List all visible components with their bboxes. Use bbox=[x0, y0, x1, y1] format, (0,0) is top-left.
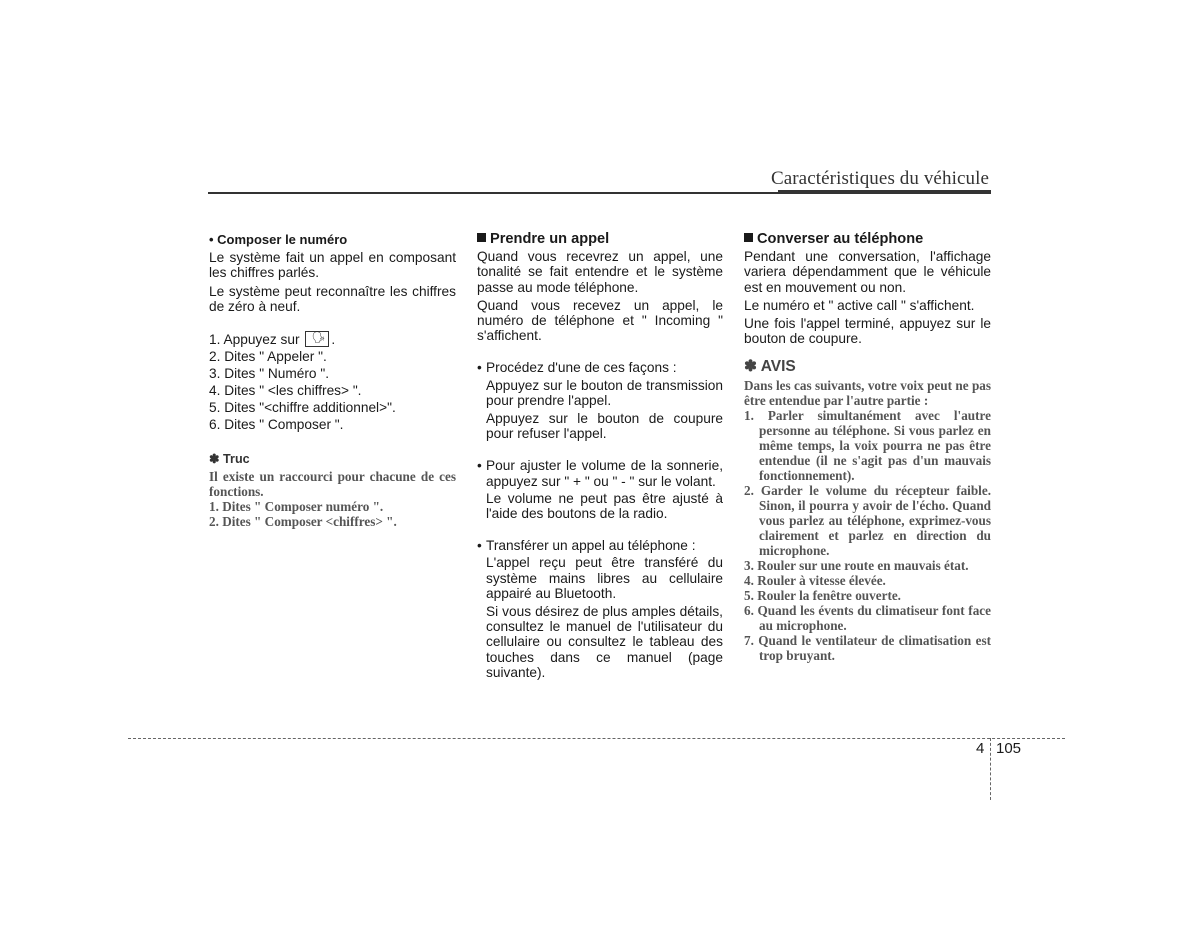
paragraph: Pendant une conversation, l'affichage variera dépendamment que le véhicule est en mouvement ou non. bbox=[744, 249, 991, 295]
paragraph: Si vous désirez de plus amples détails, consultez le manuel de l'utilisateur du cellulaire ou consultez le tableau des touches dans ce manuel (page suivante). bbox=[486, 604, 723, 680]
step-item: 4. Dites " <les chiffres> ". bbox=[209, 383, 362, 399]
section-heading-compose: • Composer le numéro bbox=[209, 232, 348, 247]
paragraph: Quand vous recevez un appel, le numéro de téléphone et " Incoming " s'affichent. bbox=[477, 297, 723, 344]
page-number: 105 bbox=[996, 740, 1022, 757]
square-bullet-icon bbox=[744, 233, 753, 242]
section-heading-answer-call: Prendre un appel bbox=[477, 232, 723, 247]
chapter-number: 4 bbox=[976, 740, 985, 757]
notice-item: 2. Garder le volume du récepteur faible. Sinon, il pourra y avoir de l'écho. Quand vous parlez au téléphone, exprimez-vous clairement et parlez en direction du microphone. bbox=[744, 482, 991, 558]
notice-intro: Dans les cas suivants, votre voix peut ne pas être entendue par l'autre partie : bbox=[744, 377, 991, 408]
step-item: 1. Appuyez sur 🗣 . bbox=[209, 332, 336, 348]
tip-item: 2. Dites " Composer <chiffres> ". bbox=[209, 514, 397, 530]
paragraph: Le système fait un appel en composant les chiffres parlés. bbox=[209, 250, 456, 281]
paragraph: Appuyez sur le bouton de coupure pour refuser l'appel. bbox=[486, 411, 723, 442]
steps-list bbox=[209, 331, 456, 432]
notice-item: 6. Quand les évents du climatiseur font face au microphone. bbox=[744, 602, 991, 633]
bullet-item: • Transférer un appel au téléphone : bbox=[477, 538, 696, 554]
talk-button-icon: 🗣 bbox=[305, 331, 329, 347]
paragraph: Le numéro et " active call " s'affichent. bbox=[744, 297, 975, 313]
step-item: 2. Dites " Appeler ". bbox=[209, 349, 327, 365]
tip-text: Il existe un raccourci pour chacune de ces fonctions. bbox=[209, 469, 456, 500]
paragraph: Le système peut reconnaître les chiffres de zéro à neuf. bbox=[209, 283, 456, 314]
step-item: 5. Dites "<chiffre additionnel>". bbox=[209, 400, 396, 416]
paragraph: Quand vous recevrez un appel, une tonalité se fait entendre et le système passe au mode téléphone. bbox=[477, 249, 723, 295]
notice-item: 1. Parler simultanément avec l'autre personne au téléphone. Si vous parlez en même temps, la voix pourra ne pas être entendue (il ne s'agit pas d'un mauvais fonctionnement). bbox=[744, 407, 991, 483]
paragraph: Le volume ne peut pas être ajusté à l'aide des boutons de la radio. bbox=[486, 490, 723, 522]
column-1 bbox=[209, 232, 456, 529]
notice-item: 7. Quand le ventilateur de climatisation est trop bruyant. bbox=[744, 632, 991, 663]
step-item: 6. Dites " Composer ". bbox=[209, 417, 344, 433]
step-item: 3. Dites " Numéro ". bbox=[209, 366, 330, 382]
bullet-item: • Pour ajuster le volume de la sonnerie, appuyez sur " + " ou " - " sur le volant. bbox=[477, 458, 723, 489]
tip-heading: ✽ Truc bbox=[209, 452, 250, 467]
notice-heading: ✽ AVIS bbox=[744, 358, 796, 376]
footer-divider bbox=[990, 738, 991, 800]
column-2 bbox=[477, 232, 723, 683]
notice-list bbox=[744, 408, 991, 663]
notice-item: 5. Rouler la fenêtre ouverte. bbox=[744, 587, 901, 603]
paragraph: Une fois l'appel terminé, appuyez sur le bouton de coupure. bbox=[744, 316, 991, 347]
page-header-title: Caractéristiques du véhicule bbox=[770, 168, 989, 189]
header-rule-accent bbox=[778, 190, 991, 194]
section-heading-talk: Converser au téléphone bbox=[744, 232, 991, 247]
bullet-item: • Procédez d'une de ces façons : bbox=[477, 360, 677, 376]
paragraph: Appuyez sur le bouton de transmission pour prendre l'appel. bbox=[486, 377, 723, 408]
paragraph: L'appel reçu peut être transféré du système mains libres au cellulaire appairé au Bluetooth. bbox=[486, 555, 723, 601]
notice-item: 3. Rouler sur une route en mauvais état. bbox=[744, 557, 969, 573]
square-bullet-icon bbox=[477, 233, 486, 242]
footer-rule bbox=[128, 738, 1065, 739]
tip-item: 1. Dites " Composer numéro ". bbox=[209, 499, 384, 515]
column-3 bbox=[744, 232, 991, 663]
notice-item: 4. Rouler à vitesse élevée. bbox=[744, 572, 886, 588]
